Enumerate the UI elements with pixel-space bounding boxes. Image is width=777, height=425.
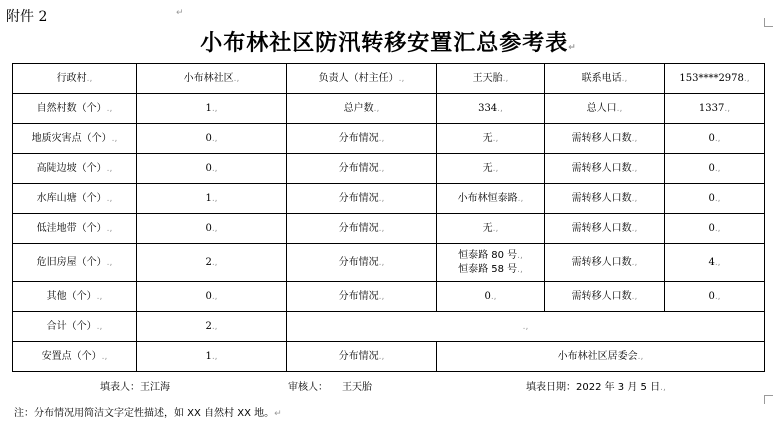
table-cell: 需转移人口数.,	[545, 184, 665, 214]
table-cell: 分布情况.,	[287, 214, 437, 244]
table-cell: 总户数.,	[287, 94, 437, 124]
table-row	[13, 244, 765, 282]
table-cell: 需转移人口数.,	[545, 214, 665, 244]
fill-date: 填表日期：2022 年 3 月 5 日.,	[526, 382, 666, 393]
table-cell: 0.,	[137, 154, 287, 184]
table-cell: 0.,	[665, 154, 765, 184]
table-cell: 分布情况.,	[287, 244, 437, 282]
table-cell: 危旧房屋（个）.,	[13, 244, 137, 282]
margin-corner-mark	[764, 18, 773, 27]
table-cell: 分布情况.,	[287, 342, 437, 372]
table-cell: 0.,	[137, 124, 287, 154]
table-cell: 小布林社区.,	[137, 64, 287, 94]
table-cell: 0.,	[665, 124, 765, 154]
table-cell: 高陡边坡（个）.,	[13, 154, 137, 184]
table-row	[13, 94, 765, 124]
table-cell: 需转移人口数.,	[545, 282, 665, 312]
table-cell: .,	[287, 312, 765, 342]
page-title	[0, 26, 777, 57]
table-row	[13, 282, 765, 312]
table-cell: 分布情况.,	[287, 124, 437, 154]
table-cell: 无.,	[437, 154, 545, 184]
table-cell: 0.,	[665, 184, 765, 214]
table-row	[13, 312, 765, 342]
table-cell: 分布情况.,	[287, 154, 437, 184]
table-row	[13, 64, 765, 94]
table-cell: 低洼地带（个）.,	[13, 214, 137, 244]
summary-table	[12, 63, 765, 372]
reviewer-name: 王天胎	[342, 382, 372, 393]
table-row	[13, 154, 765, 184]
table-cell: 分布情况.,	[287, 184, 437, 214]
table-cell: 1337.,	[665, 94, 765, 124]
table-cell: 合计（个）.,	[13, 312, 137, 342]
table-cell: 需转移人口数.,	[545, 124, 665, 154]
table-cell: 2.,	[137, 312, 287, 342]
table-cell: 联系电话.,	[545, 64, 665, 94]
table-cell: 总人口.,	[545, 94, 665, 124]
table-cell: 0.,	[137, 214, 287, 244]
margin-corner-mark	[764, 395, 773, 404]
paragraph-mark: ↵	[176, 8, 184, 18]
title-paragraph-mark: ↵	[568, 43, 577, 53]
table-cell: 需转移人口数.,	[545, 244, 665, 282]
table-cell: 水库山塘（个）.,	[13, 184, 137, 214]
table-cell: 其他（个）.,	[13, 282, 137, 312]
filler-label: 填表人：王江海	[100, 382, 170, 393]
table-row	[13, 124, 765, 154]
table-cell: 0.,	[665, 214, 765, 244]
title-text: 小布林社区防汛转移安置汇总参考表	[200, 30, 569, 56]
table-cell: 小布林社区居委会.,	[437, 342, 765, 372]
table-cell: 0.,	[665, 282, 765, 312]
table-cell: 1.,	[137, 184, 287, 214]
table-cell: 无.,	[437, 214, 545, 244]
table-row	[13, 214, 765, 244]
table-cell: 0.,	[437, 282, 545, 312]
table-cell: 自然村数（个）.,	[13, 94, 137, 124]
table-row	[13, 184, 765, 214]
table-cell: 1.,	[137, 94, 287, 124]
table-cell: 1.,	[137, 342, 287, 372]
table-cell: 地质灾害点（个）.,	[13, 124, 137, 154]
table-cell: 2.,	[137, 244, 287, 282]
table-row	[13, 342, 765, 372]
table-cell: 小布林恒泰路.,	[437, 184, 545, 214]
attachment-label: 附件 2	[6, 9, 48, 25]
table-cell: 无.,	[437, 124, 545, 154]
table-cell: 分布情况.,	[287, 282, 437, 312]
footnote: 注：分布情况用简洁文字定性描述，如 XX 自然村 XX 地。↵	[14, 408, 282, 419]
table-cell: 4.,	[665, 244, 765, 282]
table-cell: 需转移人口数.,	[545, 154, 665, 184]
table-cell: 153****2978.,	[665, 64, 765, 94]
table-cell: 334.,	[437, 94, 545, 124]
table-cell: 0.,	[137, 282, 287, 312]
table-cell: 行政村.,	[13, 64, 137, 94]
table-cell: 王天胎.,	[437, 64, 545, 94]
table-cell: 安置点（个）.,	[13, 342, 137, 372]
reviewer-label: 审核人：	[288, 382, 328, 393]
table-cell: 恒泰路 80 号., 恒泰路 58 号.,	[437, 244, 545, 282]
table-cell: 负责人（村主任）.,	[287, 64, 437, 94]
